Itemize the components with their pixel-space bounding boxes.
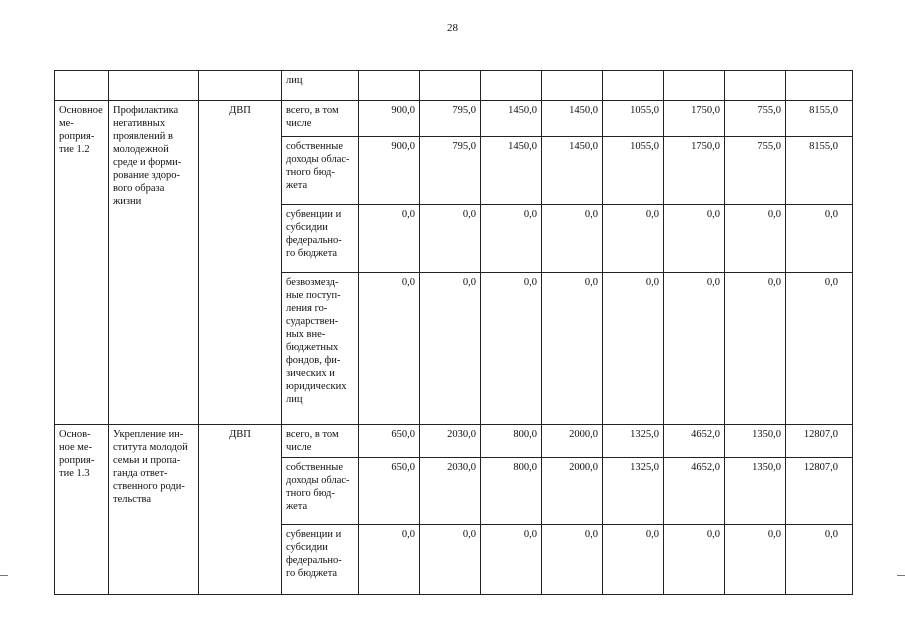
value-cell: 0,0 xyxy=(359,205,420,273)
value-cell: 0,0 xyxy=(542,273,603,425)
measure-name-cell: Укрепление ин- ститута молодой семьи и пропа- ганда ответ- ственного роди- тельства xyxy=(109,425,199,595)
scan-mark xyxy=(897,575,905,576)
value-cell: 0,0 xyxy=(359,273,420,425)
name-cell xyxy=(109,71,199,101)
value-cell: 0,0 xyxy=(664,525,725,595)
value-cell: 0,0 xyxy=(420,273,481,425)
value-cell: 1055,0 xyxy=(603,101,664,137)
funding-source-cell: собственные доходы облас- тного бюд- жета xyxy=(282,458,359,525)
value-cell: 0,0 xyxy=(603,205,664,273)
value-cell: 1750,0 xyxy=(664,101,725,137)
value-cell: 2000,0 xyxy=(542,425,603,458)
funding-source-cell: субвенции и субсидии федерально- го бюджета xyxy=(282,525,359,595)
value-cell: 900,0 xyxy=(359,101,420,137)
value-cell: 1450,0 xyxy=(542,101,603,137)
value-cell: 800,0 xyxy=(481,458,542,525)
value-cell: 0,0 xyxy=(420,525,481,595)
value-cell xyxy=(481,71,542,101)
value-cell: 1450,0 xyxy=(542,137,603,205)
executor-cell: ДВП xyxy=(199,101,282,425)
value-cell: 0,0 xyxy=(603,525,664,595)
value-cell: 650,0 xyxy=(359,458,420,525)
value-cell: 900,0 xyxy=(359,137,420,205)
value-cell: 650,0 xyxy=(359,425,420,458)
value-cell: 4652,0 xyxy=(664,458,725,525)
funding-source-cell: собственные доходы облас- тного бюд- жета xyxy=(282,137,359,205)
funding-source-cell: всего, в том числе xyxy=(282,101,359,137)
value-cell: 0,0 xyxy=(725,525,786,595)
code-cell xyxy=(55,71,109,101)
value-cell: 0,0 xyxy=(420,205,481,273)
source-cell: лиц xyxy=(282,71,359,101)
total-value-cell: 0,0 xyxy=(786,525,853,595)
value-cell: 1055,0 xyxy=(603,137,664,205)
value-cell: 0,0 xyxy=(359,525,420,595)
value-cell: 1350,0 xyxy=(725,425,786,458)
value-cell: 2030,0 xyxy=(420,425,481,458)
value-cell xyxy=(420,71,481,101)
table-row xyxy=(55,425,853,458)
value-cell: 0,0 xyxy=(481,273,542,425)
value-cell xyxy=(725,71,786,101)
executor-cell xyxy=(199,71,282,101)
value-cell: 0,0 xyxy=(664,273,725,425)
value-cell: 0,0 xyxy=(725,273,786,425)
value-cell: 0,0 xyxy=(542,205,603,273)
value-cell xyxy=(359,71,420,101)
table-body xyxy=(55,71,853,595)
value-cell: 0,0 xyxy=(481,525,542,595)
executor-cell: ДВП xyxy=(199,425,282,595)
value-cell xyxy=(603,71,664,101)
total-value-cell: 8155,0 xyxy=(786,137,853,205)
value-cell: 1450,0 xyxy=(481,137,542,205)
value-cell: 2000,0 xyxy=(542,458,603,525)
measure-code-cell: Основное ме- роприя- тие 1.2 xyxy=(55,101,109,425)
funding-source-cell: субвенции и субсидии федерально- го бюджета xyxy=(282,205,359,273)
value-cell: 800,0 xyxy=(481,425,542,458)
value-cell: 755,0 xyxy=(725,137,786,205)
value-cell xyxy=(542,71,603,101)
value-cell: 0,0 xyxy=(481,205,542,273)
measure-code-cell: Основ- ное ме- роприя- тие 1.3 xyxy=(55,425,109,595)
measure-name-cell: Профилактика негативных проявлений в молодежной среде и форми- рование здоро- вого образа жизни xyxy=(109,101,199,425)
value-cell: 755,0 xyxy=(725,101,786,137)
value-cell: 0,0 xyxy=(603,273,664,425)
value-cell: 1325,0 xyxy=(603,425,664,458)
page-number: 28 xyxy=(447,22,458,34)
funding-source-cell: всего, в том числе xyxy=(282,425,359,458)
value-cell: 2030,0 xyxy=(420,458,481,525)
table-row xyxy=(55,101,853,137)
value-cell: 795,0 xyxy=(420,101,481,137)
value-cell xyxy=(786,71,853,101)
value-cell xyxy=(664,71,725,101)
value-cell: 4652,0 xyxy=(664,425,725,458)
value-cell: 1350,0 xyxy=(725,458,786,525)
total-value-cell: 0,0 xyxy=(786,205,853,273)
value-cell: 0,0 xyxy=(664,205,725,273)
total-value-cell: 12807,0 xyxy=(786,425,853,458)
funding-source-cell: безвозмезд- ные поступ- ления го- сударствен- ных вне- бюджетных фондов, фи- зических и юридических лиц xyxy=(282,273,359,425)
table-row-continuation xyxy=(55,71,853,101)
total-value-cell: 8155,0 xyxy=(786,101,853,137)
value-cell: 1450,0 xyxy=(481,101,542,137)
total-value-cell: 12807,0 xyxy=(786,458,853,525)
value-cell: 1325,0 xyxy=(603,458,664,525)
value-cell: 0,0 xyxy=(542,525,603,595)
budget-table xyxy=(54,70,853,595)
scan-mark xyxy=(0,575,8,576)
value-cell: 1750,0 xyxy=(664,137,725,205)
value-cell: 0,0 xyxy=(725,205,786,273)
total-value-cell: 0,0 xyxy=(786,273,853,425)
value-cell: 795,0 xyxy=(420,137,481,205)
